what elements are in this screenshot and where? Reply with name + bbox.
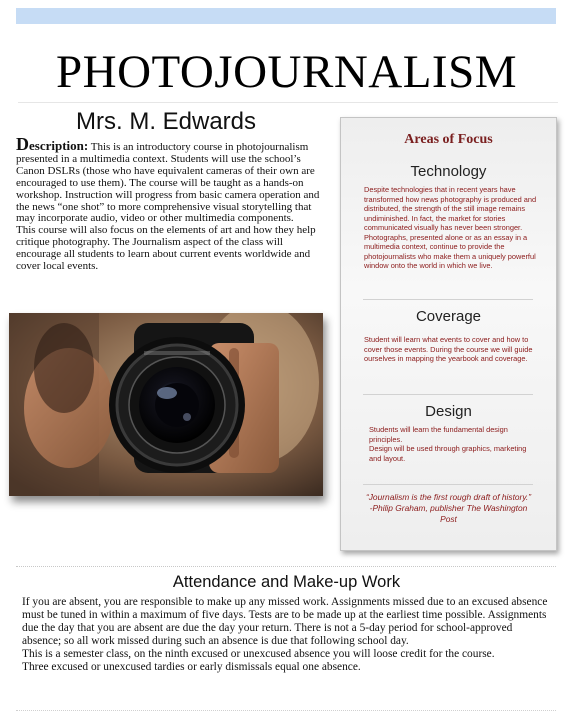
- section-divider: [16, 566, 556, 567]
- course-description: [16, 134, 330, 273]
- teacher-name: Mrs. M. Edwards: [76, 108, 257, 135]
- coverage-text: Student will learn what events to cover and how to cover those events. During the course we will guide ourselves in mapping the yearbook and coverage.: [364, 335, 533, 363]
- title-divider: [18, 102, 558, 103]
- quote-text: “Journalism is the first rough draft of history.”: [365, 492, 532, 502]
- camera-photo: [9, 313, 323, 496]
- technology-heading: Technology: [410, 163, 487, 180]
- sidebar-divider: [363, 484, 533, 485]
- page-title: PHOTOJOURNALISM: [55, 46, 518, 98]
- attendance-paragraph-2: This is a semester class, on the ninth excused or unexcused absence you will loose credit for the course.: [22, 648, 495, 661]
- attendance-heading: Attendance and Make-up Work: [172, 573, 401, 591]
- sidebar-divider: [363, 299, 533, 300]
- areas-of-focus-heading: Areas of Focus: [404, 132, 493, 147]
- header-color-bar: [16, 8, 556, 24]
- sidebar-divider: [363, 394, 533, 395]
- description-heading-initial: D: [16, 134, 29, 154]
- description-paragraph-2: This course will also focus on the elements of art and how they help critique photography. The Journalism aspect of the class will encourage all students to learn about current events worldwide and cover local events.: [16, 224, 316, 273]
- design-line-1: Students will learn the fundamental design principles.: [369, 425, 508, 444]
- design-heading: Design: [425, 403, 472, 420]
- footer-divider: [16, 710, 556, 711]
- attendance-paragraph-3: Three excused or unexcused tardies or early dismissals equal one absence.: [22, 661, 361, 674]
- description-heading-rest: escription:: [29, 138, 89, 153]
- description-text-1: This is an introductory course in photojournalism presented in a multimedia context. Students will use the school’s Canon DSLRs (those who have equivalent cameras of their own are encouraged to use them). The course will be taught as a hands-on workshop. Instruction will progress from basic camera operation and the news “one shot” to more comprehensive visual storytelling that may incorporate audio, video or other multimedia components.: [16, 141, 320, 225]
- attendance-paragraph-1: If you are absent, you are responsible to make up any missed work. Assignments missed due to an excused absence must be tuned in within a maximum of five days. Tests are to be made up at the earliest time possible. Assignments due the day that you are absent are due the day your return. There is not a 5-day period for school-approved absence; so all work missed during such an absence is due that following school day.: [22, 596, 548, 648]
- quote-attribution: -Philip Graham, publisher The Washington Post: [369, 503, 528, 524]
- design-line-2: Design will be used through graphics, marketing and layout.: [369, 444, 527, 463]
- quote-block: [361, 492, 536, 525]
- attendance-text: [22, 596, 554, 675]
- technology-text: Despite technologies that in recent years have transformed how news photography is produced and distributed, the strength of the still image remains undiminished. In fact, the market for stories communicated visually has never been stronger. Photographs, presented alone or as an essay in a multimedia context, continue to provide the photojournalists who make them a uniquely powerful window onto the world in which we live.: [364, 185, 537, 270]
- coverage-heading: Coverage: [415, 308, 482, 325]
- design-text: [369, 425, 539, 463]
- description-paragraph-1: [16, 134, 330, 225]
- areas-of-focus-panel: [340, 117, 557, 551]
- description-heading: [16, 134, 89, 154]
